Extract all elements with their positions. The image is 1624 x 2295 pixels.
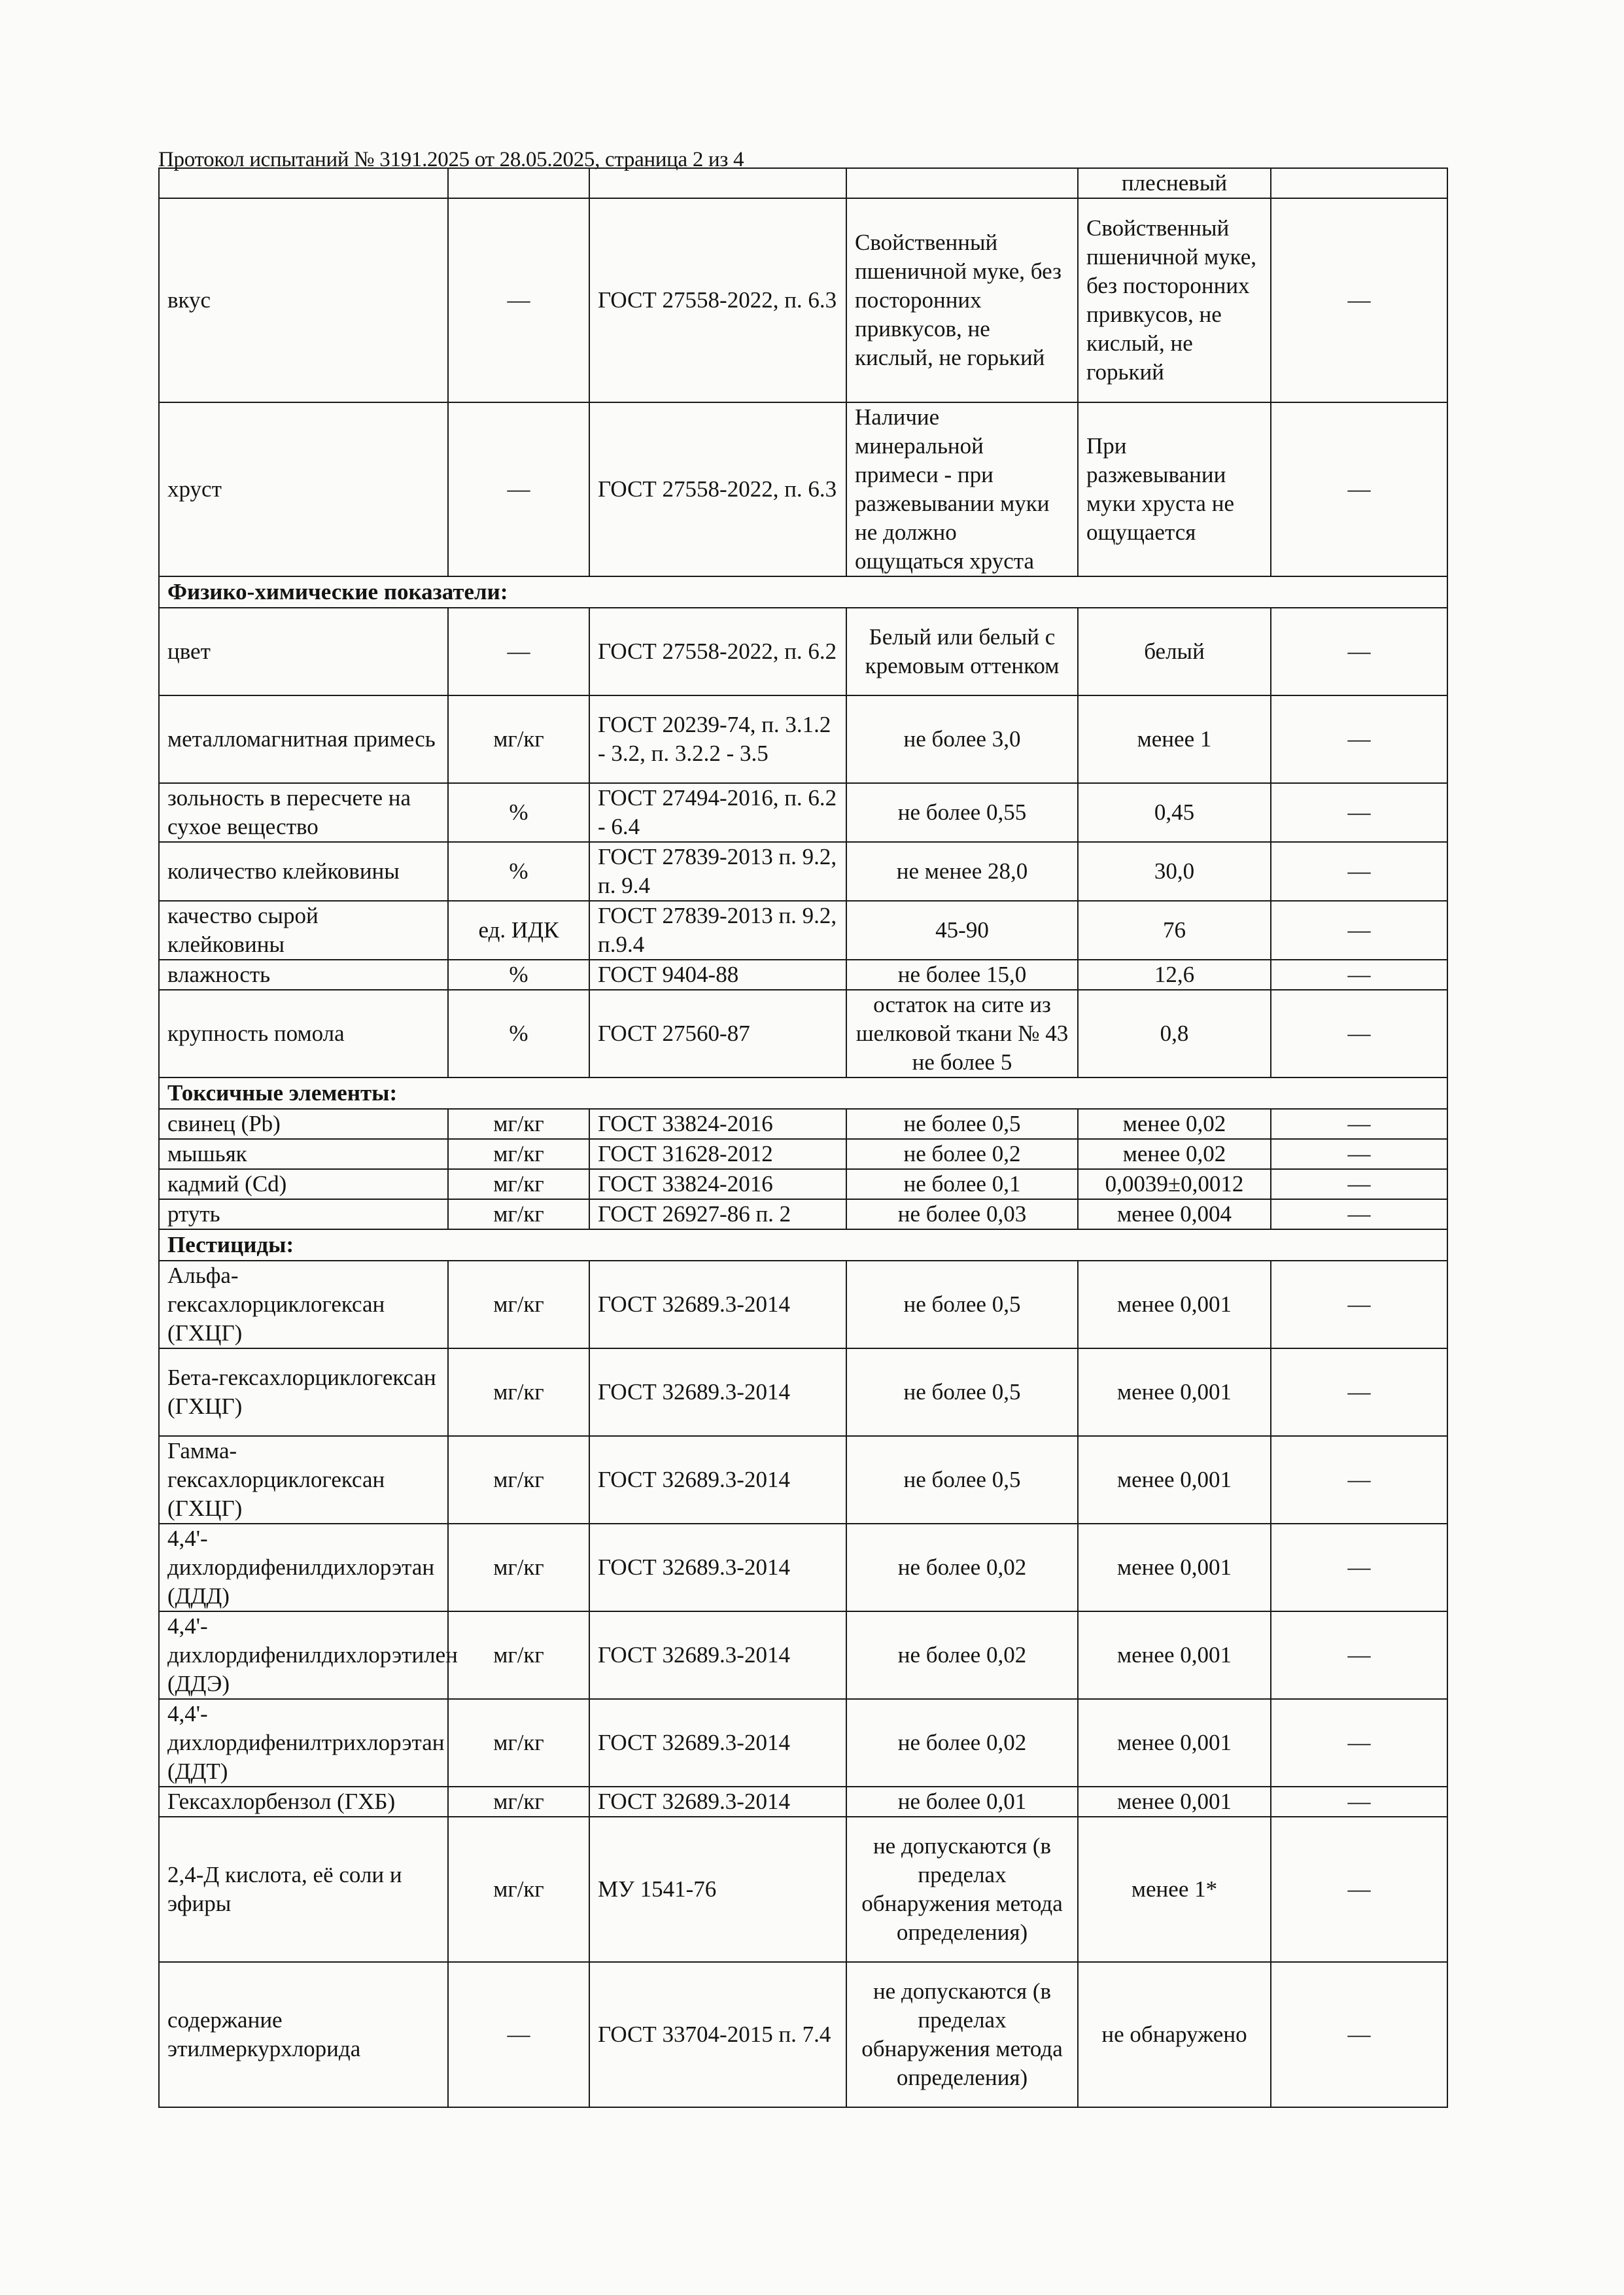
note-cell: — [1271,1962,1447,2107]
norm-cell: Наличие минеральной примеси - при разжевывании муки не должно ощущаться хруста [846,402,1078,576]
document-header: Протокол испытаний № 3191.2025 от 28.05.2025, страница 2 из 4 [158,148,744,171]
norm-cell: не более 0,03 [846,1199,1078,1229]
unit-cell: — [448,608,589,695]
note-cell: — [1271,1139,1447,1169]
table-row [159,1611,1447,1699]
norm-cell: Белый или белый с кремовым оттенком [846,608,1078,695]
indicator-cell: содержание этилмеркурхлорида [159,1962,448,2107]
method-cell: ГОСТ 27494-2016, п. 6.2 - 6.4 [589,783,846,842]
norm-cell: не более 15,0 [846,960,1078,990]
note-cell: — [1271,1611,1447,1699]
norm-cell: не более 0,55 [846,783,1078,842]
table-row [159,1348,1447,1436]
unit-cell: — [448,198,589,402]
method-cell: ГОСТ 32689.3-2014 [589,1436,846,1524]
result-cell: 30,0 [1078,842,1271,901]
table-row [159,695,1447,783]
note-cell: — [1271,783,1447,842]
table-row [159,1169,1447,1199]
method-cell: ГОСТ 32689.3-2014 [589,1611,846,1699]
indicator-cell: 4,4'-дихлордифенилдихлорэтан (ДДД) [159,1524,448,1611]
method-cell: ГОСТ 32689.3-2014 [589,1261,846,1348]
indicator-cell: хруст [159,402,448,576]
table-row [159,1139,1447,1169]
note-cell: — [1271,842,1447,901]
result-cell: При разжевывании муки хруста не ощущается [1078,402,1271,576]
unit-cell: % [448,783,589,842]
indicator-cell: влажность [159,960,448,990]
result-cell: 12,6 [1078,960,1271,990]
indicator-cell: 2,4-Д кислота, её соли и эфиры [159,1817,448,1962]
method-cell: ГОСТ 33824-2016 [589,1169,846,1199]
result-cell: менее 0,02 [1078,1139,1271,1169]
result-cell: менее 1* [1078,1817,1271,1962]
norm-cell: 45-90 [846,901,1078,960]
note-cell: — [1271,1348,1447,1436]
method-cell: ГОСТ 27558-2022, п. 6.2 [589,608,846,695]
result-cell: плесневый [1078,168,1271,198]
unit-cell: мг/кг [448,1787,589,1817]
table-row [159,901,1447,960]
unit-cell: мг/кг [448,1524,589,1611]
norm-cell: не более 0,5 [846,1348,1078,1436]
table-row [159,1524,1447,1611]
note-cell: — [1271,402,1447,576]
table-row [159,1261,1447,1348]
indicator-cell: кадмий (Cd) [159,1169,448,1199]
table-row [159,1962,1447,2107]
indicator-cell: Гамма-гексахлорциклогексан (ГХЦГ) [159,1436,448,1524]
result-cell: менее 0,001 [1078,1436,1271,1524]
result-cell: не обнаружено [1078,1962,1271,2107]
norm-cell: не более 0,1 [846,1169,1078,1199]
result-cell: менее 0,001 [1078,1348,1271,1436]
norm-cell: не более 0,5 [846,1436,1078,1524]
method-cell: ГОСТ 33824-2016 [589,1109,846,1139]
note-cell: — [1271,1817,1447,1962]
table-row [159,1109,1447,1139]
unit-cell: мг/кг [448,1109,589,1139]
unit-cell: ед. ИДК [448,901,589,960]
note-cell: — [1271,1169,1447,1199]
indicator-cell: зольность в пересчете на сухое вещество [159,783,448,842]
indicator-cell: вкус [159,198,448,402]
note-cell: — [1271,990,1447,1077]
norm-cell: не более 0,02 [846,1524,1078,1611]
unit-cell: % [448,990,589,1077]
unit-cell: мг/кг [448,1348,589,1436]
method-cell: ГОСТ 32689.3-2014 [589,1699,846,1787]
note-cell: — [1271,695,1447,783]
norm-cell: не допускаются (в пределах обнаружения метода определения) [846,1817,1078,1962]
result-cell: менее 0,02 [1078,1109,1271,1139]
result-cell: белый [1078,608,1271,695]
indicator-cell: ртуть [159,1199,448,1229]
table-row [159,1199,1447,1229]
norm-cell: не более 3,0 [846,695,1078,783]
note-cell: — [1271,1261,1447,1348]
norm-cell: не более 0,2 [846,1139,1078,1169]
unit-cell: % [448,960,589,990]
method-cell: ГОСТ 32689.3-2014 [589,1524,846,1611]
table-row [159,1436,1447,1524]
result-cell: менее 0,001 [1078,1611,1271,1699]
note-cell: — [1271,901,1447,960]
unit-cell: % [448,842,589,901]
indicator-cell: Гексахлорбензол (ГХБ) [159,1787,448,1817]
method-cell: ГОСТ 33704-2015 п. 7.4 [589,1962,846,2107]
result-cell: Свойственный пшеничной муке, без посторонних привкусов, не кислый, не горький [1078,198,1271,402]
result-cell: менее 1 [1078,695,1271,783]
method-cell: ГОСТ 31628-2012 [589,1139,846,1169]
indicator-cell: крупность помола [159,990,448,1077]
unit-cell: мг/кг [448,1817,589,1962]
method-cell: ГОСТ 20239-74, п. 3.1.2 - 3.2, п. 3.2.2 - 3.5 [589,695,846,783]
indicator-cell: цвет [159,608,448,695]
method-cell: ГОСТ 27839-2013 п. 9.2, п.9.4 [589,901,846,960]
indicator-cell: металломагнитная примесь [159,695,448,783]
section-title: Токсичные элементы: [159,1077,1447,1109]
method-cell: ГОСТ 26927-86 п. 2 [589,1199,846,1229]
unit-cell: мг/кг [448,1699,589,1787]
result-cell: 0,45 [1078,783,1271,842]
unit-cell: мг/кг [448,1169,589,1199]
table-row [159,842,1447,901]
unit-cell: мг/кг [448,1199,589,1229]
norm-cell: не более 0,5 [846,1261,1078,1348]
table-row [159,402,1447,576]
norm-cell: Свойственный пшеничной муке, без посторонних привкусов, не кислый, не горький [846,198,1078,402]
norm-cell: не более 0,01 [846,1787,1078,1817]
table-row [159,168,1447,198]
indicator-cell: Альфа-гексахлорциклогексан (ГХЦГ) [159,1261,448,1348]
method-cell: ГОСТ 27560-87 [589,990,846,1077]
result-cell: 76 [1078,901,1271,960]
indicator-cell: количество клейковины [159,842,448,901]
norm-cell: не допускаются (в пределах обнаружения метода определения) [846,1962,1078,2107]
unit-cell: — [448,402,589,576]
section-row [159,1229,1447,1261]
note-cell: — [1271,198,1447,402]
section-row [159,1077,1447,1109]
note-cell: — [1271,608,1447,695]
norm-cell: не более 0,5 [846,1109,1078,1139]
unit-cell: мг/кг [448,695,589,783]
result-cell: менее 0,001 [1078,1787,1271,1817]
unit-cell: мг/кг [448,1436,589,1524]
note-cell: — [1271,1787,1447,1817]
unit-cell: мг/кг [448,1611,589,1699]
table-row [159,1817,1447,1962]
indicator-cell: мышьяк [159,1139,448,1169]
note-cell: — [1271,1436,1447,1524]
section-row [159,576,1447,608]
result-cell: менее 0,001 [1078,1261,1271,1348]
method-cell: ГОСТ 27558-2022, п. 6.3 [589,402,846,576]
table-row [159,1699,1447,1787]
result-cell: 0,0039±0,0012 [1078,1169,1271,1199]
method-cell: ГОСТ 27558-2022, п. 6.3 [589,198,846,402]
table-row [159,783,1447,842]
section-title: Пестициды: [159,1229,1447,1261]
table-row [159,608,1447,695]
unit-cell: мг/кг [448,1261,589,1348]
indicator-cell: Бета-гексахлорциклогексан (ГХЦГ) [159,1348,448,1436]
result-cell: 0,8 [1078,990,1271,1077]
table-row [159,990,1447,1077]
norm-cell: не менее 28,0 [846,842,1078,901]
section-title: Физико-химические показатели: [159,576,1447,608]
results-table [158,167,1448,2108]
note-cell: — [1271,1524,1447,1611]
note-cell: — [1271,960,1447,990]
method-cell: ГОСТ 32689.3-2014 [589,1787,846,1817]
method-cell: ГОСТ 27839-2013 п. 9.2, п. 9.4 [589,842,846,901]
note-cell: — [1271,1109,1447,1139]
note-cell: — [1271,1199,1447,1229]
indicator-cell: качество сырой клейковины [159,901,448,960]
method-cell: ГОСТ 9404-88 [589,960,846,990]
unit-cell: — [448,1962,589,2107]
method-cell: ГОСТ 32689.3-2014 [589,1348,846,1436]
norm-cell: не более 0,02 [846,1611,1078,1699]
note-cell: — [1271,1699,1447,1787]
result-cell: менее 0,001 [1078,1524,1271,1611]
unit-cell: мг/кг [448,1139,589,1169]
indicator-cell: свинец (Pb) [159,1109,448,1139]
method-cell: МУ 1541-76 [589,1817,846,1962]
indicator-cell: 4,4'-дихлордифенилдихлорэтилен (ДДЭ) [159,1611,448,1699]
result-cell: менее 0,004 [1078,1199,1271,1229]
indicator-cell: 4,4'-дихлордифенилтрихлорэтан (ДДТ) [159,1699,448,1787]
norm-cell: остаток на сите из шелковой ткани № 43 не более 5 [846,990,1078,1077]
table-row [159,960,1447,990]
table-row [159,1787,1447,1817]
table-row [159,198,1447,402]
norm-cell: не более 0,02 [846,1699,1078,1787]
result-cell: менее 0,001 [1078,1699,1271,1787]
